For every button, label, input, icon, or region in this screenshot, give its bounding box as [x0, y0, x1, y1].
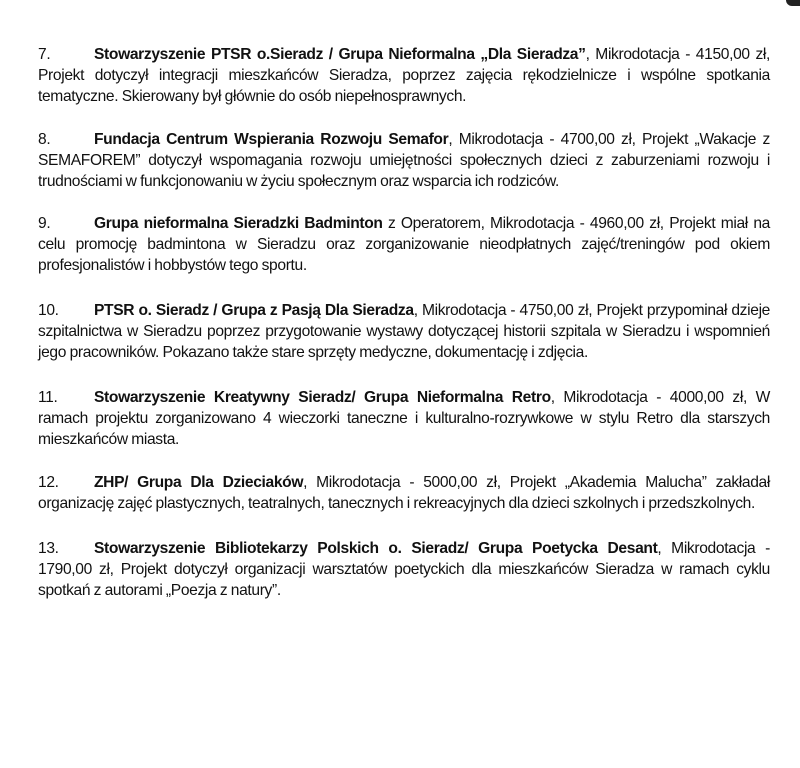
item-number: 9. [38, 215, 51, 232]
organization-name: Stowarzyszenie Bibliotekarzy Polskich o. Sieradz/ Grupa Poetycka Desant [94, 540, 658, 557]
item-description: , Mikrodotacja - 4750,00 zł, Projekt przypominał dzieje szpitalnictwa w Sieradzu poprzez przygotowanie wystawy dotyczącej historii szpitala w Sieradzu i wspomnień jego pracowników. Pokazano także stare sprzęty medyczne, dokumentację i zdjęcia. [38, 302, 771, 361]
organization-name: ZHP/ Grupa Dla Dzieciaków [94, 474, 304, 491]
item-number: 11. [38, 389, 58, 406]
list-item [38, 129, 770, 192]
list-item [38, 213, 770, 276]
item-number: 8. [38, 131, 51, 148]
item-number: 7. [38, 46, 51, 63]
item-number: 10. [38, 302, 59, 319]
organization-name: PTSR o. Sieradz / Grupa z Pasją Dla Sieradza [94, 302, 414, 319]
document-body [38, 44, 770, 601]
item-number: 13. [38, 540, 59, 557]
organization-name: Grupa nieformalna Sieradzki Badminton [94, 215, 383, 232]
item-description: , Mikrodotacja - 4000,00 zł, W ramach projektu zorganizowano 4 wieczorki taneczne i kulturalno-rozrywkowe w stylu Retro dla starszych mieszkańców miasta. [38, 389, 770, 448]
list-item [38, 538, 770, 601]
item-description: z Operatorem, Mikrodotacja - 4960,00 zł, Projekt miał na celu promocję badmintona w Sieradzu oraz zorganizowanie nieodpłatnych zajęć/treningów pod okiem profesjonalistów i hobbystów tego sportu. [38, 215, 770, 274]
item-description: , Mikrodotacja - 5000,00 zł, Projekt „Akademia Malucha” zakładał organizację zajęć plastycznych, teatralnych, tanecznych i rekreacyjnych dla dzieci szkolnych i przedszkolnych. [38, 474, 770, 512]
list-item [38, 472, 770, 514]
organization-name: Fundacja Centrum Wspierania Rozwoju Semafor [94, 131, 449, 148]
list-item [38, 387, 770, 450]
scan-corner-mark [786, 0, 800, 6]
item-description: , Mikrodotacja - 4150,00 zł, Projekt dotyczył integracji mieszkańców Sieradza, poprzez zajęcia rękodzielnicze i wspólne spotkania tematyczne. Skierowany był głównie do osób niepełnosprawnych. [38, 46, 770, 105]
item-description: , Mikrodotacja - 4700,00 zł, Projekt „Wakacje z SEMAFOREM” dotyczył wspomagania rozwoju umiejętności społecznych dzieci z zaburzeniami rozwoju i trudnościami w funkcjonowaniu w życiu społecznym oraz wsparcia ich rodziców. [38, 131, 770, 190]
list-item [38, 44, 770, 107]
organization-name: Stowarzyszenie PTSR o.Sieradz / Grupa Nieformalna „Dla Sieradza” [94, 46, 586, 63]
list-item [38, 300, 770, 363]
organization-name: Stowarzyszenie Kreatywny Sieradz/ Grupa Nieformalna Retro [94, 389, 551, 406]
item-description: , Mikrodotacja - 1790,00 zł, Projekt dotyczył organizacji warsztatów poetyckich dla mieszkańców Sieradza w ramach cyklu spotkań z autorami „Poezja z natury”. [38, 540, 770, 599]
item-number: 12. [38, 474, 59, 491]
